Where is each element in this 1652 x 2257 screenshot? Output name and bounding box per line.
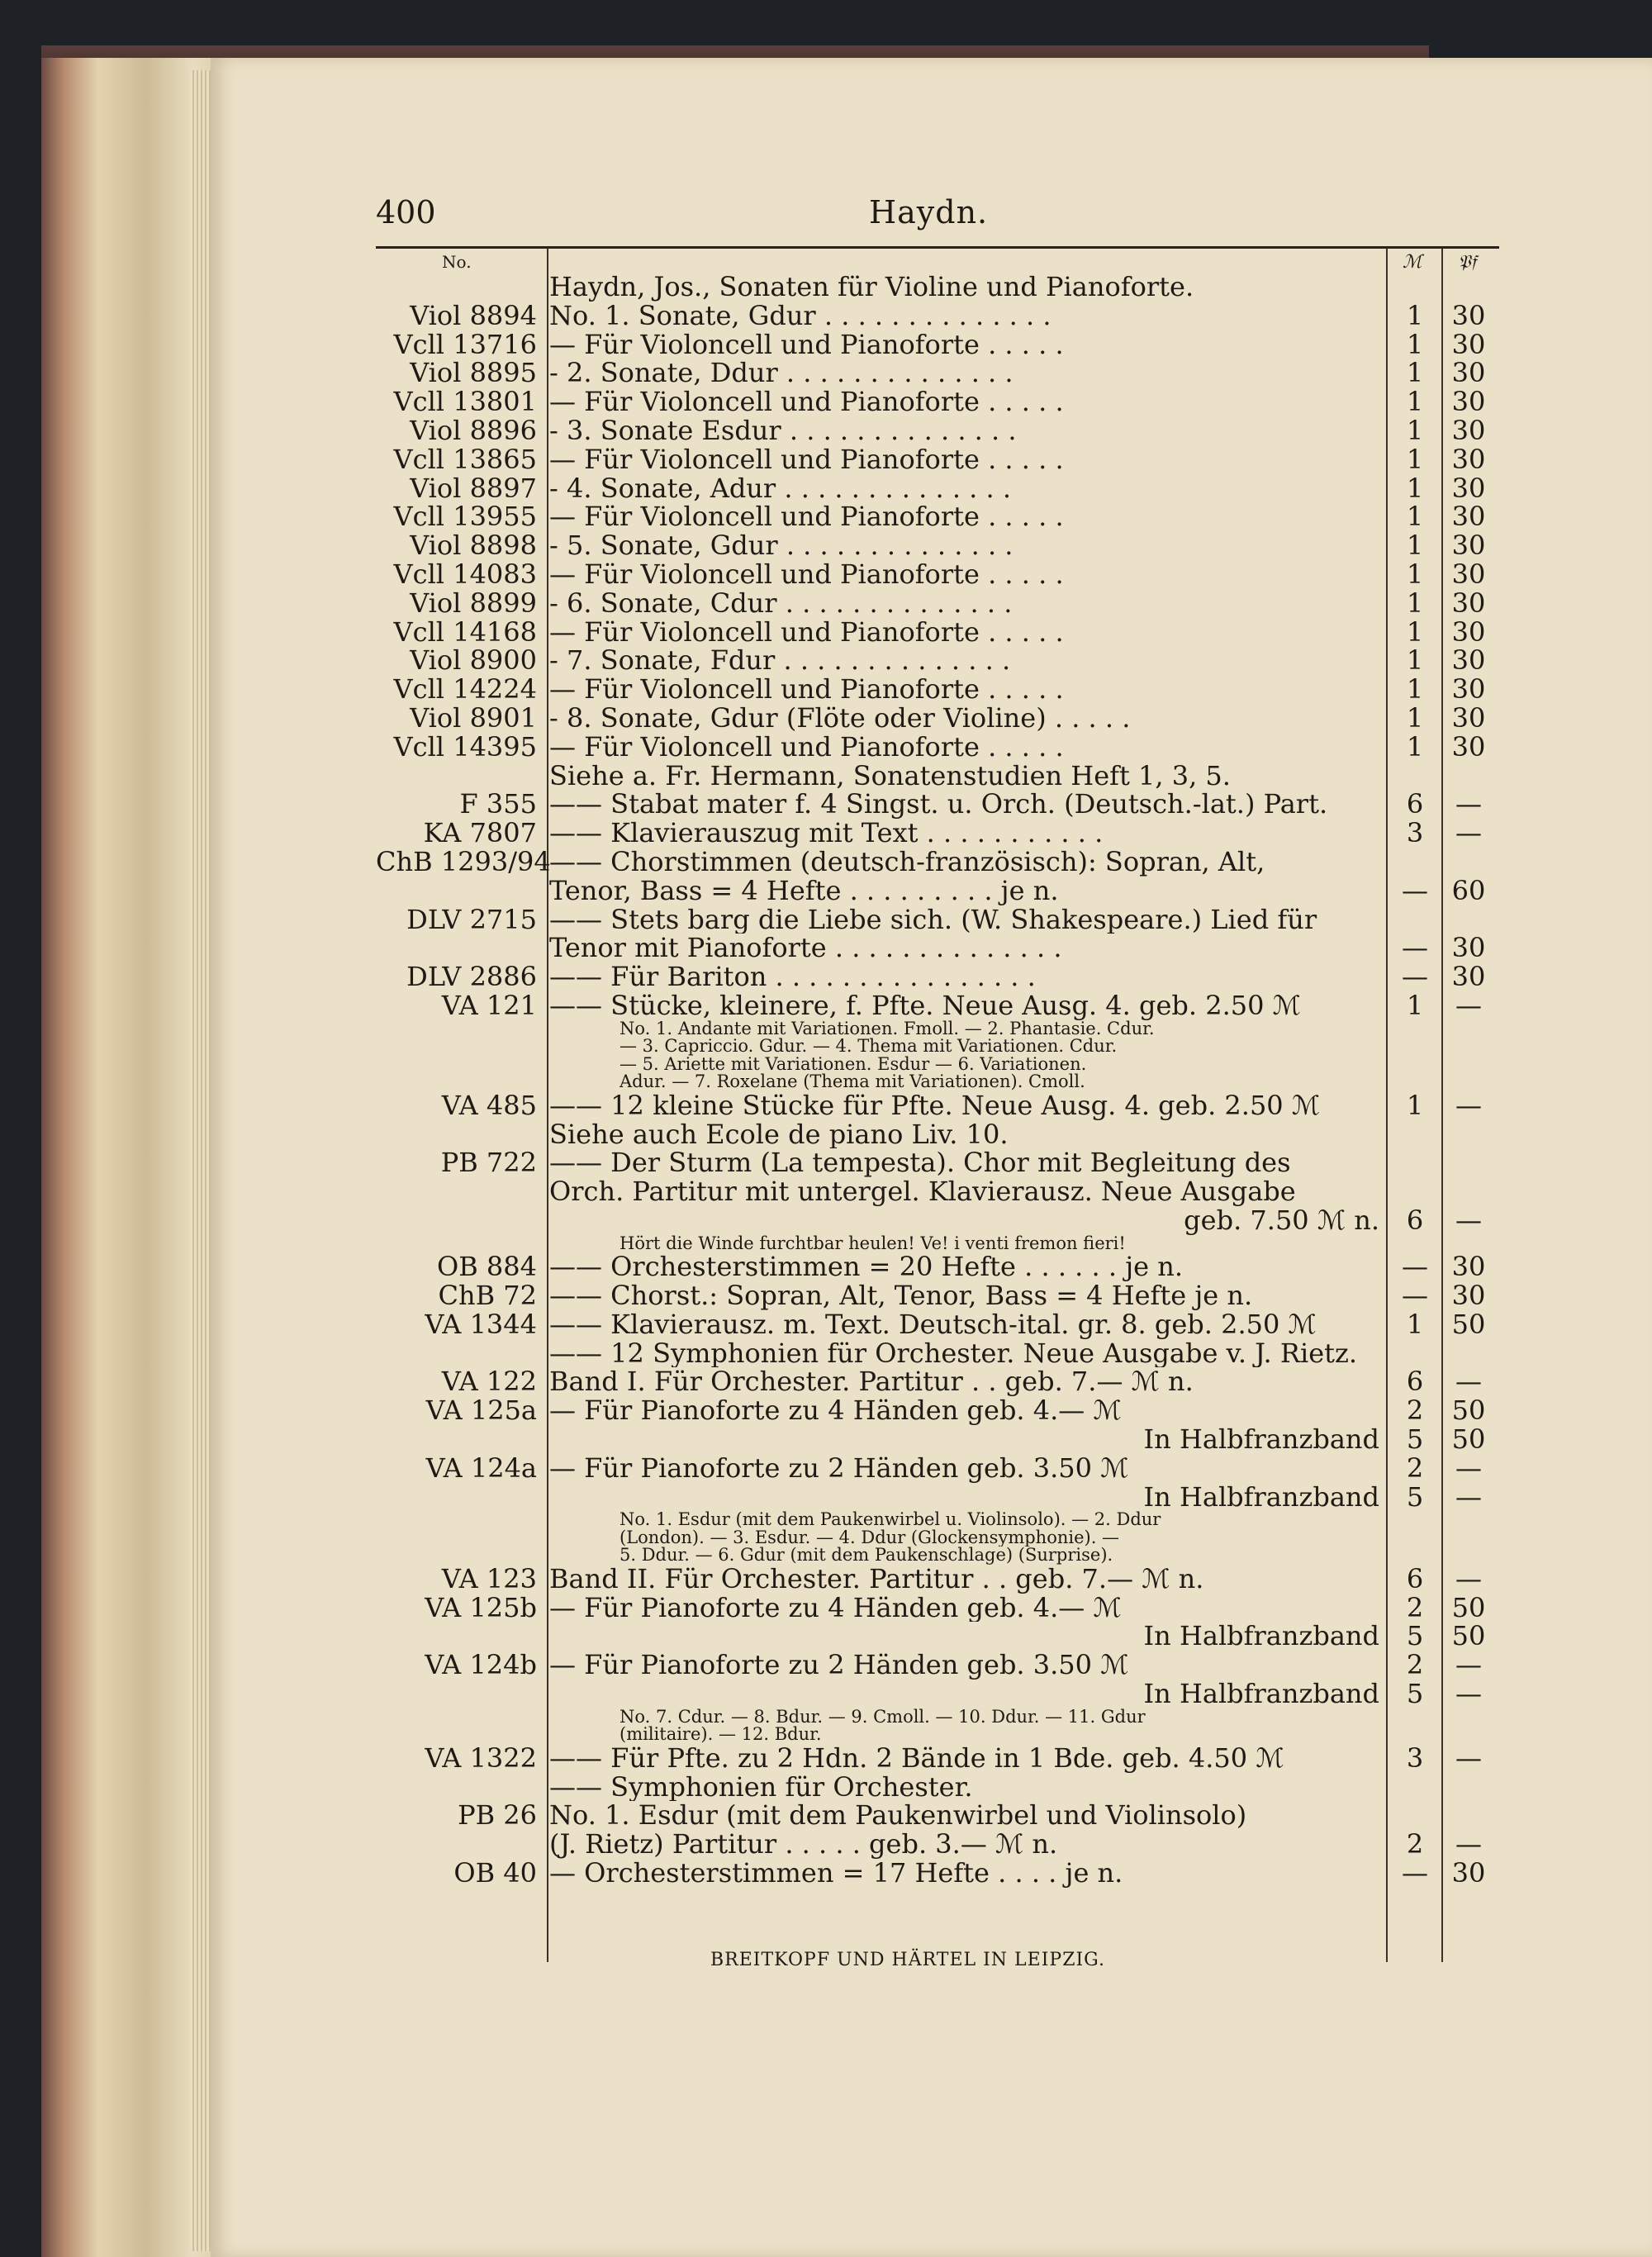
price-mark: 6 (1406, 788, 1424, 820)
catalog-number: Viol 8898 (410, 530, 537, 562)
entry-text: - 8. Sonate, Gdur (Flöte oder Violine) . . . . . (549, 703, 1131, 733)
price-mark: 1 (1406, 1089, 1424, 1121)
column-header-no: No. (442, 252, 472, 272)
entry-text: Siehe a. Fr. Hermann, Sonatenstudien Heft 1, 3, 5. (549, 761, 1231, 791)
catalog-row (376, 1830, 1499, 1859)
catalog-number: Viol 8901 (410, 701, 537, 734)
price-pfennig: 30 (1451, 328, 1486, 360)
price-pfennig: — (1455, 989, 1482, 1021)
price-mark: 2 (1406, 1452, 1424, 1484)
entry-text: No. 7. Cdur. — 8. Bdur. — 9. Cmoll. — 10. Ddur. — 11. Gdur (620, 1708, 1146, 1727)
price-mark: 1 (1406, 989, 1424, 1021)
price-pfennig: 30 (1451, 357, 1486, 389)
catalog-number: VA 122 (441, 1366, 537, 1398)
catalog-row (376, 1726, 1499, 1744)
publisher-footer: BREITKOPF UND HÄRTEL IN LEIPZIG. (710, 1950, 1105, 1970)
catalog-row (376, 1339, 1499, 1368)
catalog-row (376, 1801, 1499, 1830)
page-number: 400 (376, 194, 436, 230)
catalog-row (376, 1367, 1499, 1396)
catalog-row (376, 1310, 1499, 1339)
entry-text: —— Chorst.: Sopran, Alt, Tenor, Bass = 4 Hefte je n. (549, 1281, 1253, 1310)
price-mark: 1 (1406, 701, 1424, 734)
catalog-number: Viol 8900 (410, 644, 537, 677)
catalog-row (376, 1252, 1499, 1281)
catalog-row (376, 1591, 1499, 1623)
entry-text: Orch. Partitur mit untergel. Klavierausz. Neue Ausgabe (549, 1177, 1296, 1206)
price-mark: 1 (1406, 587, 1424, 619)
price-pfennig: — (1455, 1480, 1482, 1513)
entry-text: — Für Violoncell und Pianoforte . . . . . (549, 387, 1064, 416)
price-mark: — (1402, 1280, 1428, 1311)
catalog-row (376, 1480, 1499, 1513)
catalog-row (376, 1529, 1499, 1547)
catalog-row (376, 1038, 1499, 1056)
entry-text: Haydn, Jos., Sonaten für Violine und Pianoforte. (549, 273, 1194, 302)
entry-text: — Für Violoncell und Pianoforte . . . . . (549, 675, 1064, 704)
catalog-number: Vcll 14224 (393, 673, 537, 706)
price-pfennig: 30 (1451, 730, 1486, 763)
catalog-number: Vcll 14168 (393, 615, 537, 648)
entry-text: — 5. Ariette mit Variationen. Esdur — 6. Variationen. (620, 1055, 1087, 1074)
price-pfennig: 30 (1451, 932, 1486, 964)
catalog-number: VA 124a (425, 1452, 537, 1484)
catalog-row (376, 359, 1499, 387)
column-header-mark: ℳ (1403, 252, 1422, 273)
price-mark: 1 (1406, 1308, 1424, 1340)
price-mark: 1 (1406, 357, 1424, 389)
catalog-number: Viol 8896 (410, 414, 537, 446)
catalog-row (376, 1511, 1499, 1529)
entry-text: —— Stücke, kleinere, f. Pfte. Neue Ausg. 4. geb. 2.50 ℳ (549, 991, 1301, 1020)
catalog-number: VA 1344 (425, 1308, 537, 1340)
price-mark: — (1402, 961, 1428, 993)
catalog-number: Viol 8895 (410, 357, 537, 389)
catalog-row (376, 1091, 1499, 1120)
price-mark: 6 (1406, 1204, 1424, 1236)
price-pfennig: 50 (1451, 1395, 1486, 1427)
price-mark: 1 (1406, 558, 1424, 590)
entry-text: - 5. Sonate, Gdur . . . . . . . . . . . . . . (549, 531, 1014, 560)
catalog-row (376, 1622, 1499, 1651)
entry-text: —— Für Pfte. zu 2 Hdn. 2 Bände in 1 Bde. geb. 4.50 ℳ (549, 1743, 1284, 1773)
entry-text: (militaire). — 12. Bdur. (620, 1726, 822, 1744)
price-mark: 2 (1406, 1828, 1424, 1860)
price-pfennig: 30 (1451, 587, 1486, 619)
catalog-row (376, 531, 1499, 560)
entry-text: - 3. Sonate Esdur . . . . . . . . . . . . . . (549, 416, 1017, 445)
catalog-row (376, 1859, 1499, 1888)
catalog-row (376, 1206, 1499, 1235)
catalog-row (376, 474, 1499, 503)
price-mark: 3 (1406, 1741, 1424, 1774)
catalog-row (376, 560, 1499, 589)
price-mark: 5 (1406, 1423, 1424, 1455)
price-mark: 1 (1406, 501, 1424, 533)
catalog-row (376, 845, 1499, 877)
entry-text: (London). — 3. Esdur. — 4. Ddur (Glockensymphonie). — (620, 1528, 1120, 1547)
price-pfennig: 30 (1451, 414, 1486, 446)
catalog-number: Vcll 13865 (393, 443, 537, 475)
entry-text: — Für Violoncell und Pianoforte . . . . . (549, 732, 1064, 762)
entry-text: —— Stets barg die Liebe sich. (W. Shakespeare.) Lied für (549, 905, 1317, 934)
price-mark: 1 (1406, 386, 1424, 418)
catalog-number: DLV 2715 (406, 903, 537, 935)
price-pfennig: 30 (1451, 1251, 1486, 1283)
catalog-number: DLV 2886 (406, 961, 537, 993)
catalog-row (376, 1651, 1499, 1680)
catalog-row (376, 874, 1499, 906)
catalog-row (376, 762, 1499, 791)
entry-text: Tenor mit Pianoforte . . . . . . . . . . . . . . (549, 934, 1062, 963)
entry-text: No. 1. Andante mit Variationen. Fmoll. — 2. Phantasie. Cdur. (620, 1019, 1155, 1038)
catalog-row (376, 1741, 1499, 1774)
catalog-number: ChB 72 (438, 1280, 537, 1311)
price-pfennig: 30 (1451, 472, 1486, 504)
entry-text: - 2. Sonate, Ddur . . . . . . . . . . . . . . (549, 359, 1014, 388)
catalog-number: Viol 8894 (410, 299, 537, 331)
price-mark: 1 (1406, 299, 1424, 331)
price-mark: 1 (1406, 328, 1424, 360)
price-pfennig: 30 (1451, 1857, 1486, 1889)
price-mark: 5 (1406, 1678, 1424, 1710)
price-pfennig: 60 (1451, 874, 1486, 906)
catalog-number: VA 121 (441, 989, 537, 1021)
entry-text: —— 12 kleine Stücke für Pfte. Neue Ausg. 4. geb. 2.50 ℳ (549, 1090, 1321, 1120)
catalog-row (376, 1680, 1499, 1708)
price-pfennig: 30 (1451, 299, 1486, 331)
price-pfennig: — (1455, 1678, 1482, 1710)
entry-text: (J. Rietz) Partitur . . . . . geb. 3.— ℳ n. (549, 1830, 1058, 1860)
price-mark: 2 (1406, 1649, 1424, 1681)
column-header-pfennig: 𝔓𝔣 (1458, 252, 1477, 273)
entry-text: Siehe auch Ecole de piano Liv. 10. (549, 1119, 1009, 1149)
catalog-row (376, 1281, 1499, 1310)
price-pfennig: 30 (1451, 530, 1486, 562)
catalog-number: Vcll 13955 (393, 501, 537, 533)
entry-text: — 3. Capriccio. Gdur. — 4. Thema mit Variationen. Cdur. (620, 1038, 1118, 1056)
price-mark: 5 (1406, 1620, 1424, 1652)
catalog-row (376, 589, 1499, 618)
entry-text: —— Der Sturm (La tempesta). Chor mit Begleitung des (549, 1148, 1291, 1178)
entry-text: —— Symphonien für Orchester. (549, 1772, 973, 1802)
price-pfennig: — (1455, 1452, 1482, 1484)
price-mark: 1 (1406, 644, 1424, 677)
entry-text: —— Chorstimmen (deutsch-französisch): Sopran, Alt, (549, 847, 1265, 877)
price-mark: 5 (1406, 1480, 1424, 1513)
catalog-row (376, 1396, 1499, 1425)
entry-text: —— Klavierauszug mit Text . . . . . . . . . . . (549, 819, 1104, 848)
catalog-number: PB 722 (440, 1147, 537, 1179)
catalog-row (376, 1425, 1499, 1454)
price-pfennig: 50 (1451, 1591, 1486, 1623)
entry-text: In Halbfranzband (1143, 1680, 1379, 1708)
price-pfennig: 30 (1451, 644, 1486, 677)
entry-text: No. 1. Esdur (mit dem Paukenwirbel und Violinsolo) (549, 1801, 1247, 1831)
entry-text: Tenor, Bass = 4 Hefte . . . . . . . . . je n. (549, 876, 1059, 905)
entry-text: — Für Pianoforte zu 2 Händen geb. 3.50 ℳ (549, 1651, 1129, 1680)
price-pfennig: 30 (1451, 386, 1486, 418)
catalog-number: Viol 8899 (410, 587, 537, 619)
entry-text: — Für Violoncell und Pianoforte . . . . . (549, 617, 1064, 647)
entry-text: Adur. — 7. Roxelane (Thema mit Variationen). Cmoll. (620, 1073, 1085, 1091)
catalog-number: VA 125b (425, 1591, 537, 1623)
catalog-row (376, 299, 1499, 331)
price-mark: — (1402, 1251, 1428, 1283)
entry-text: — Für Violoncell und Pianoforte . . . . . (549, 330, 1064, 359)
catalog-row (376, 615, 1499, 648)
entry-text: No. 1. Esdur (mit dem Paukenwirbel u. Violinsolo). — 2. Ddur (620, 1511, 1161, 1529)
price-pfennig: 30 (1451, 701, 1486, 734)
price-mark: 6 (1406, 1562, 1424, 1594)
price-mark: 1 (1406, 615, 1424, 648)
price-mark: — (1402, 932, 1428, 964)
catalog-row (376, 1177, 1499, 1206)
price-pfennig: 30 (1451, 1280, 1486, 1311)
catalog-row (376, 1073, 1499, 1091)
entry-text: In Halbfranzband (1143, 1482, 1379, 1512)
entry-text: 5. Ddur. — 6. Gdur (mit dem Paukenschlage) (Surprise). (620, 1547, 1113, 1565)
catalog-number: F 355 (459, 788, 537, 820)
price-pfennig: 50 (1451, 1423, 1486, 1455)
entry-text: geb. 7.50 ℳ n. (1184, 1205, 1379, 1235)
price-pfennig: — (1455, 1562, 1482, 1594)
entry-text: —— 12 Symphonien für Orchester. Neue Ausgabe v. J. Rietz. (549, 1338, 1358, 1368)
catalog-row (376, 1773, 1499, 1802)
price-pfennig: 30 (1451, 558, 1486, 590)
entry-text: — Für Pianoforte zu 2 Händen geb. 3.50 ℳ (549, 1453, 1129, 1483)
catalog-row (376, 1120, 1499, 1149)
entry-text: In Halbfranzband (1143, 1622, 1379, 1651)
catalog-number: VA 125a (425, 1395, 537, 1427)
catalog-number: VA 1322 (425, 1741, 537, 1774)
catalog-row (376, 416, 1499, 445)
price-mark: — (1402, 1857, 1428, 1889)
catalog-number: Vcll 14083 (393, 558, 537, 590)
entry-text: —— Für Bariton . . . . . . . . . . . . . . . . (549, 962, 1036, 991)
catalog-number: VA 123 (441, 1562, 537, 1594)
catalog-number: Viol 8897 (410, 472, 537, 504)
catalog-number: OB 884 (437, 1251, 537, 1283)
entry-text: —— Klavierausz. m. Text. Deutsch-ital. gr. 8. geb. 2.50 ℳ (549, 1309, 1317, 1339)
catalog-row (376, 330, 1499, 359)
catalog-row (376, 1148, 1499, 1177)
price-pfennig: — (1455, 788, 1482, 820)
catalog-number: PB 26 (458, 1799, 537, 1832)
price-pfennig: 50 (1451, 1620, 1486, 1652)
price-mark: 1 (1406, 673, 1424, 706)
catalog-row (376, 675, 1499, 704)
entry-text: Band I. Für Orchester. Partitur . . geb. 7.— ℳ n. (549, 1367, 1194, 1397)
catalog-row (376, 905, 1499, 934)
entry-text: —— Orchesterstimmen = 20 Hefte . . . . . . je n. (549, 1252, 1184, 1281)
entry-text: —— Stabat mater f. 4 Singst. u. Orch. (Deutsch.-lat.) Part. (549, 790, 1328, 820)
price-pfennig: — (1455, 1741, 1482, 1774)
price-pfennig: — (1455, 1366, 1482, 1398)
catalog-number: ChB 1293/94 (376, 845, 551, 877)
catalog-row (376, 1454, 1499, 1483)
price-pfennig: 30 (1451, 443, 1486, 475)
catalog-row (376, 962, 1499, 991)
catalog-number: KA 7807 (423, 817, 537, 849)
entry-text: — Für Pianoforte zu 4 Händen geb. 4.— ℳ (549, 1593, 1122, 1623)
catalog-row (376, 445, 1499, 474)
entry-text: - 4. Sonate, Adur . . . . . . . . . . . . . . (549, 473, 1012, 503)
catalog-row (376, 701, 1499, 734)
entry-text: — Für Violoncell und Pianoforte . . . . . (549, 559, 1064, 589)
catalog-row (376, 1708, 1499, 1727)
price-mark: — (1402, 874, 1428, 906)
catalog-row (376, 1020, 1499, 1038)
catalog-number: OB 40 (453, 1857, 537, 1889)
price-pfennig: 30 (1451, 673, 1486, 706)
catalog-row (376, 934, 1499, 962)
price-pfennig: — (1455, 1089, 1482, 1121)
entry-text: Band II. Für Orchester. Partitur . . geb. 7.— ℳ n. (549, 1564, 1204, 1594)
entry-text: — Für Violoncell und Pianoforte . . . . . (549, 444, 1064, 474)
price-mark: 3 (1406, 817, 1424, 849)
catalog-number: Vcll 14395 (393, 730, 537, 763)
catalog-row (376, 730, 1499, 763)
price-mark: 2 (1406, 1591, 1424, 1623)
catalog-row (376, 646, 1499, 675)
entry-text: No. 1. Sonate, Gdur . . . . . . . . . . . . . . (549, 301, 1051, 330)
entry-text: - 7. Sonate, Fdur . . . . . . . . . . . . . . (549, 646, 1011, 676)
catalog-number: Vcll 13801 (393, 386, 537, 418)
catalog-number: Vcll 13716 (393, 328, 537, 360)
entry-text: — Für Violoncell und Pianoforte . . . . . (549, 502, 1064, 532)
price-mark: 6 (1406, 1366, 1424, 1398)
price-pfennig: 30 (1451, 615, 1486, 648)
catalog-row (376, 790, 1499, 819)
price-pfennig: 30 (1451, 501, 1486, 533)
price-mark: 1 (1406, 530, 1424, 562)
catalog-row (376, 273, 1499, 302)
catalog-row (376, 1235, 1499, 1253)
price-pfennig: — (1455, 1204, 1482, 1236)
price-mark: 1 (1406, 472, 1424, 504)
catalog-row (376, 502, 1499, 531)
price-pfennig: — (1455, 817, 1482, 849)
price-mark: 2 (1406, 1395, 1424, 1427)
catalog-row (376, 1056, 1499, 1074)
catalog-number: VA 124b (425, 1649, 537, 1681)
entry-text: — Orchesterstimmen = 17 Hefte . . . . je n. (549, 1859, 1123, 1888)
price-mark: 1 (1406, 414, 1424, 446)
page-title: Haydn. (869, 194, 989, 230)
price-pfennig: — (1455, 1828, 1482, 1860)
catalog-row (376, 1562, 1499, 1594)
price-pfennig: 30 (1451, 961, 1486, 993)
catalog-row (376, 387, 1499, 416)
entry-text: — Für Pianoforte zu 4 Händen geb. 4.— ℳ (549, 1396, 1122, 1425)
catalog-number: VA 485 (441, 1089, 537, 1121)
price-mark: 1 (1406, 730, 1424, 763)
catalog-row (376, 1547, 1499, 1565)
catalog-row (376, 819, 1499, 848)
price-mark: 1 (1406, 443, 1424, 475)
entry-text: Hört die Winde furchtbar heulen! Ve! i venti fremon fieri! (620, 1234, 1126, 1253)
entry-text: In Halbfranzband (1143, 1424, 1379, 1454)
price-pfennig: 50 (1451, 1308, 1486, 1340)
header-rule (376, 246, 1499, 249)
catalog-entries (376, 273, 1499, 1888)
entry-text: - 6. Sonate, Cdur . . . . . . . . . . . . . . (549, 588, 1013, 618)
catalog-row (376, 991, 1499, 1020)
price-pfennig: — (1455, 1649, 1482, 1681)
